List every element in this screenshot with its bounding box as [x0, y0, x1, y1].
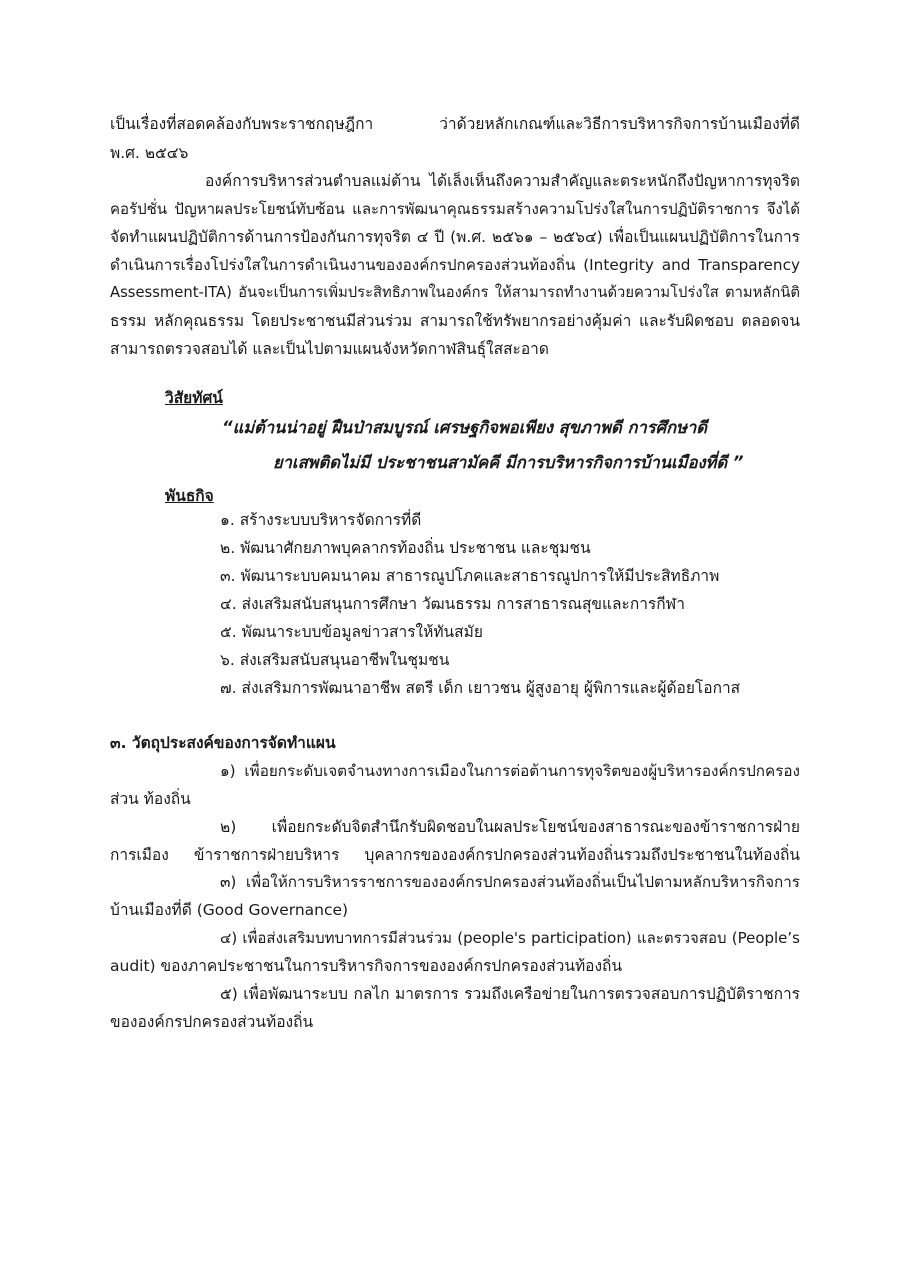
vision-line-1: “แม่ต้านน่าอยู่ ฝืนป่าสมบูรณ์ เศรษฐกิจพอเพียง สุขภาพดี การศึกษาดี: [222, 418, 707, 437]
objective-4-line-1: ๔) เพื่อส่งเสริมบทบาทการมีส่วนร่วม (people's participation) และตรวจสอบ (People’s: [220, 929, 800, 947]
paragraph-line-6: ธรรม หลักคุณธรรม โดยประชาชนมีส่วนร่วม สามารถใช้ทรัพยากรอย่างคุ้มค่า และรับผิดชอบ ตลอดจน: [110, 312, 800, 330]
mission-item-5: ๕. พัฒนาระบบข้อมูลข่าวสารให้ทันสมัย: [220, 623, 483, 641]
objectives-heading: ๓. วัตถุประสงค์ของการจัดทำแผน: [110, 734, 336, 752]
mission-item-3: ๓. พัฒนาระบบคมนาคม สาธารณูปโภคและสาธารณูปการให้มีประสิทธิภาพ: [220, 567, 720, 585]
mission-item-7: ๗. ส่งเสริมการพัฒนาอาชีพ สตรี เด็ก เยาวชน ผู้สูงอายุ ผู้พิการและผู้ด้อยโอกาส: [220, 679, 741, 697]
objective-4-line-2: audit) ของภาคประชาชนในการบริหารกิจการขององค์กรปกครองส่วนท้องถิ่น: [110, 957, 623, 975]
mission-item-6: ๖. ส่งเสริมสนับสนุนอาชีพในชุมชน: [220, 651, 450, 669]
paragraph-line-1: องค์การบริหารส่วนตำบลแม่ต้าน ได้เล็งเห็นถึงความสำคัญและตระหนักถึงปัญหาการทุจริต: [205, 172, 800, 190]
intro-line-2: พ.ศ. ๒๕๔๖: [110, 144, 189, 162]
objective-5-line-2: ขององค์กรปกครองส่วนท้องถิ่น: [110, 1013, 314, 1031]
vision-heading: วิสัยทัศน์: [165, 389, 223, 407]
paragraph-line-4: ดำเนินการเรื่องโปร่งใสในการดำเนินงานขององค์กรปกครองส่วนท้องถิ่น (Integrity and Transparency: [110, 256, 800, 274]
vision-line-2: ยาเสพติดไม่มี ประชาชนสามัคคี มีการบริหารกิจการบ้านเมืองที่ดี ”: [273, 453, 744, 472]
objective-1-line-2: ส่วน ท้องถิ่น: [110, 790, 191, 808]
objective-3-line-1: ๓) เพื่อให้การบริหารราชการขององค์กรปกครองส่วนท้องถิ่นเป็นไปตามหลักบริหารกิจการ: [220, 873, 800, 891]
mission-item-4: ๔. ส่งเสริมสนับสนุนการศึกษา วัฒนธรรม การสาธารณสุขและการกีฬา: [220, 595, 685, 613]
objective-1-line-1: ๑) เพื่อยกระดับเจตจำนงทางการเมืองในการต่อต้านการทุจริตของผู้บริหารองค์กรปกครอง: [220, 762, 800, 780]
objective-3-line-2: บ้านเมืองที่ดี (Good Governance): [110, 901, 349, 919]
paragraph-line-2: คอรัปชั่น ปัญหาผลประโยชน์ทับซ้อน และการพัฒนาคุณธรรมสร้างความโปร่งใสในการปฏิบัติราชการ จึงได้: [110, 200, 800, 218]
intro-line-1: เป็นเรื่องที่สอดคล้องกับพระราชกฤษฎีกา ว่าด้วยหลักเกณฑ์และวิธีการบริหารกิจการบ้านเมืองที่ดี: [110, 115, 800, 133]
objective-2-line-2: การเมือง ข้าราชการฝ่ายบริหาร บุคลากรขององค์กรปกครองส่วนท้องถิ่นรวมถึงประชาชนในท้องถิ่น: [110, 846, 800, 864]
mission-item-1: ๑. สร้างระบบบริหารจัดการที่ดี: [220, 511, 422, 529]
paragraph-line-5: Assessment-ITA) อันจะเป็นการเพิ่มประสิทธิภาพในองค์กร ให้สามารถทำงานด้วยความโปร่งใส ตามหลักนิติ: [110, 284, 800, 301]
mission-item-2: ๒. พัฒนาศักยภาพบุคลากรท้องถิ่น ประชาชน และชุมชน: [220, 539, 591, 557]
mission-heading: พันธกิจ: [165, 487, 214, 505]
paragraph-line-3: จัดทำแผนปฏิบัติการด้านการป้องกันการทุจริต ๔ ปี (พ.ศ. ๒๕๖๑ – ๒๕๖๔) เพื่อเป็นแผนปฏิบัติการในการ: [110, 228, 800, 246]
paragraph-line-7: สามารถตรวจสอบได้ และเป็นไปตามแผนจังหวัดกาฬสินธุ์ใสสะอาด: [110, 340, 549, 358]
objective-2-line-1: ๒) เพื่อยกระดับจิตสำนึกรับผิดชอบในผลประโยชน์ของสาธารณะของข้าราชการฝ่าย: [220, 818, 800, 836]
objective-5-line-1: ๕) เพื่อพัฒนาระบบ กลไก มาตรการ รวมถึงเครือข่ายในการตรวจสอบการปฏิบัติราชการ: [220, 985, 800, 1003]
